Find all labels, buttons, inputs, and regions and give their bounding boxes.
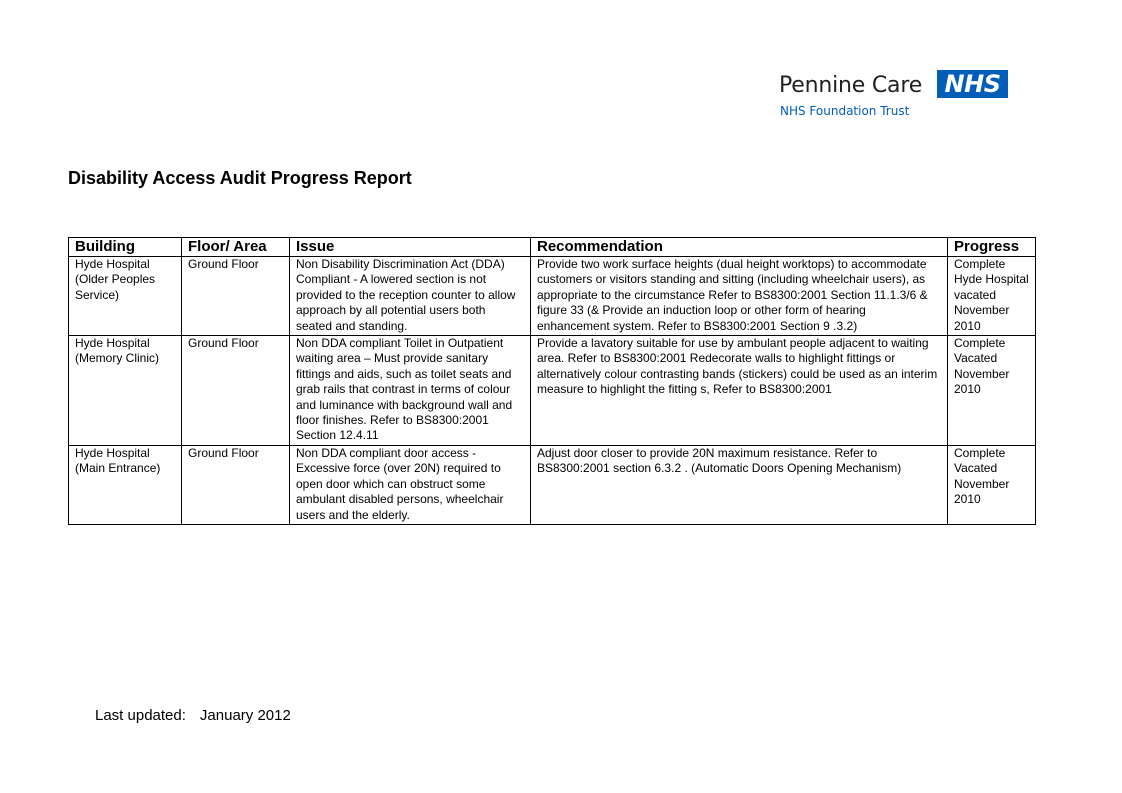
pennine-care-nhs-logo bbox=[779, 70, 1011, 122]
table-row bbox=[69, 336, 1036, 446]
last-updated-label: Last updated: bbox=[95, 707, 186, 724]
table-header-row bbox=[69, 238, 1036, 257]
cell-progress: Complete Vacated November 2010 bbox=[948, 445, 1036, 524]
cell-floor: Ground Floor bbox=[182, 257, 290, 336]
last-updated-date: January 2012 bbox=[199, 707, 291, 724]
cell-progress: Complete Vacated November 2010 bbox=[948, 336, 1036, 446]
table-row bbox=[69, 445, 1036, 524]
audit-table bbox=[68, 237, 1036, 525]
logo-subtitle: NHS Foundation Trust bbox=[780, 104, 910, 118]
cell-recommendation: Provide a lavatory suitable for use by ambulant people adjacent to waiting area. Refer to BS8300:2001 Redecorate walls to highlight fittings or alternatively colour contrasting bands (stickers) could be used as an interim measure to highlight the fitting s, Refer to BS8300:2001 bbox=[531, 336, 948, 446]
nhs-logo-badge: NHS bbox=[937, 70, 1008, 98]
cell-recommendation: Adjust door closer to provide 20N maximum resistance. Refer to BS8300:2001 section 6.3.2 . (Automatic Doors Opening Mechanism) bbox=[531, 445, 948, 524]
header-building: Building bbox=[69, 238, 182, 257]
last-updated bbox=[95, 707, 291, 724]
header-issue: Issue bbox=[290, 238, 531, 257]
cell-recommendation: Provide two work surface heights (dual height worktops) to accommodate customers or visitors standing and sitting (including wheelchair users), as appropriate to the circumstance Refer to BS8300:2001 Section 11.1.3/6 & figure 33 (& Provide an induction loop or other form of hearing enhancement system. Refer to BS8300:2001 Section 9 .3.2) bbox=[531, 257, 948, 336]
cell-progress: Complete Hyde Hospital vacated November 2010 bbox=[948, 257, 1036, 336]
header-floor-area: Floor/ Area bbox=[182, 238, 290, 257]
header-progress: Progress bbox=[948, 238, 1036, 257]
cell-floor: Ground Floor bbox=[182, 445, 290, 524]
document-title: Disability Access Audit Progress Report bbox=[68, 168, 412, 188]
cell-floor: Ground Floor bbox=[182, 336, 290, 446]
cell-building: Hyde Hospital (Memory Clinic) bbox=[69, 336, 182, 446]
cell-issue: Non Disability Discrimination Act (DDA) Compliant - A lowered section is not provided to the reception counter to allow approach by all potential users both seated and standing. bbox=[290, 257, 531, 336]
logo-trust-name: Pennine Care bbox=[779, 73, 923, 98]
cell-building: Hyde Hospital (Main Entrance) bbox=[69, 445, 182, 524]
cell-issue: Non DDA compliant door access - Excessive force (over 20N) required to open door which can obstruct some ambulant disabled persons, wheelchair users and the elderly. bbox=[290, 445, 531, 524]
cell-building: Hyde Hospital (Older Peoples Service) bbox=[69, 257, 182, 336]
table-row bbox=[69, 257, 1036, 336]
cell-issue: Non DDA compliant Toilet in Outpatient waiting area – Must provide sanitary fittings and aids, such as toilet seats and grab rails that contrast in terms of colour and luminance with background wall and floor finishes. Refer to BS8300:2001 Section 12.4.11 bbox=[290, 336, 531, 446]
header-recommendation: Recommendation bbox=[531, 238, 948, 257]
